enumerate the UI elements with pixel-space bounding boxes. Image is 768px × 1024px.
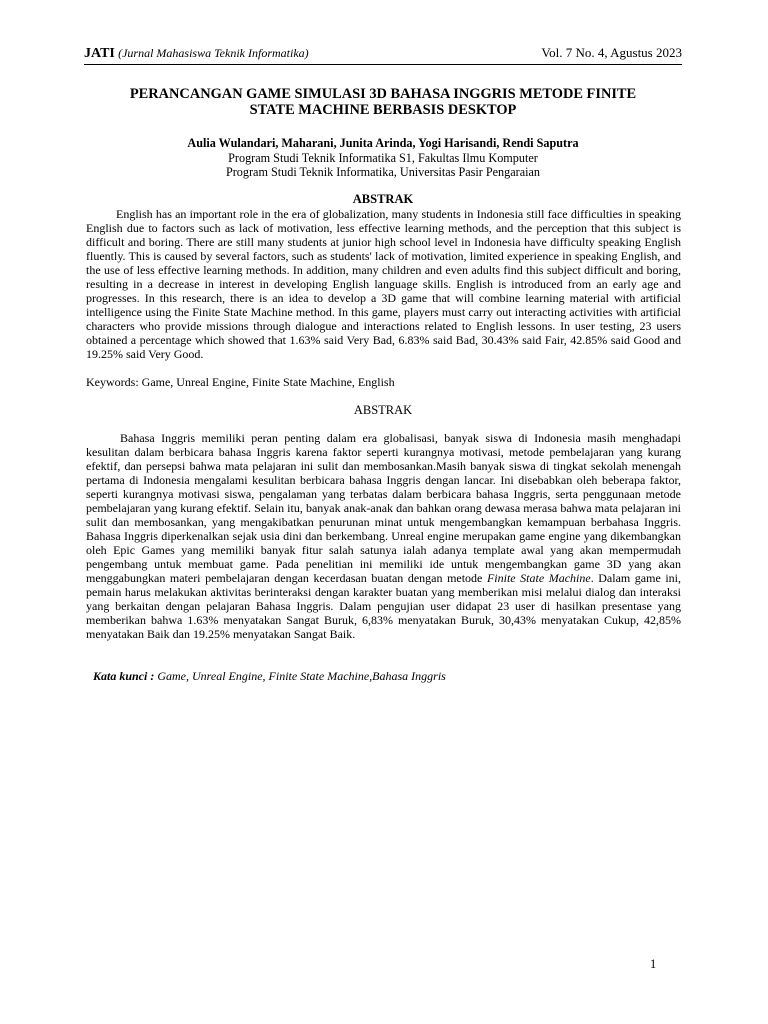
author-names: Aulia Wulandari, Maharani, Junita Arinda, Yogi Harisandi, Rendi Saputra [187, 136, 579, 150]
keywords-id [93, 669, 446, 684]
title-line-2: STATE MACHINE BERBASIS DESKTOP [249, 102, 517, 118]
running-header [84, 42, 682, 65]
method-name: Finite State Machine [486, 571, 591, 585]
journal-name: (Jurnal Mahasiswa Teknik Informatika) [118, 46, 309, 60]
title-line-1: PERANCANGAN GAME SIMULASI 3D BAHASA INGGRIS METODE FINITE [129, 86, 637, 102]
volume-info: Vol. 7 No. 4, Agustus 2023 [541, 45, 682, 60]
page-number: 1 [650, 957, 657, 971]
keywords-en: Keywords: Game, Unreal Engine, Finite State Machine, English [86, 375, 395, 389]
keywords-id-label: Kata kunci : [93, 669, 155, 683]
abstract-heading-en: ABSTRAK [352, 192, 414, 206]
affiliation-1: Program Studi Teknik Informatika S1, Fakultas Ilmu Komputer [228, 150, 538, 165]
abstract-heading-id: ABSTRAK [353, 403, 413, 417]
abstract-text-en: English has an important role in the era of globalization, many students in Indonesia still face difficulties in speaking English due to factors such as lack of motivation, less effective learning methods, and the perception that this subject is difficult and boring. There are still many students at junior high school level in Indonesia have difficulty speaking English fluently. This is caused by several factors, such as students' lack of motivation, limited experience in speaking English, and the use of less effective learning methods. In addition, many children and even adults find this subject difficult and boring, resulting in a decrease in interest in developing English language skills. English is introduced from an early age and progresses. In this research, there is an idea to develop a 3D game that will combine learning material with artificial intelligence using the Finite State Machine method. In this game, players must carry out interacting activities with artificial characters who provide missions through dialogue and interactions related to English lessons. In user testing, 23 users obtained a percentage which showed that 1.63% said Very Bad, 6.83% said Bad, 30.43% said Fair, 42.85% said Good and 19.25% said Very Good. [86, 207, 681, 361]
abstract-text-id [86, 431, 681, 641]
abstract-id-part-1: Bahasa Inggris memiliki peran penting dalam era globalisasi, banyak siswa di Indonesia masih menghadapi kesulitan dalam berbicara bahasa Inggris karena faktor seperti kurangnya motivasi, metode pembelajaran yang kurang efektif, dan persepsi bahwa mata pelajaran ini sulit dan membosankan.Masih banyak siswa di tingkat sekolah menengah pertama di Indonesia mengalami kesulitan berbicara bahasa Inggris dengan lancar. Ini disebabkan oleh beberapa faktor, seperti kurangnya motivasi siswa, pengalaman yang terbatas dalam berbicara bahasa Inggris, serta penggunaan metode pembelajaran yang kurang efektif. Selain itu, banyak anak-anak dan bahkan orang dewasa merasa bahwa mata pelajaran ini sulit dan membosankan, yang mengakibatkan penurunan minat untuk mengembangkan kemampuan berbahasa Inggris. Bahasa Inggris diperkenalkan sejak usia dini dan berkembang. Unreal engine merupakan game engine yang dikembangkan oleh Epic Games yang memiliki banyak fitur salah satunya ialah adanya template awal yang akan mempermudah pengembang untuk membuat game. Pada penelitian ini memiliki ide untuk mengembangkan game 3D yang akan menggabungkan materi pembelajaran dengan kecerdasan buatan dengan metode [86, 431, 681, 585]
paper-title [84, 86, 682, 118]
keywords-id-text: Game, Unreal Engine, Finite State Machine,Bahasa Inggris [154, 669, 446, 683]
journal-abbr: JATI [84, 46, 115, 61]
affiliation-2: Program Studi Teknik Informatika, Universitas Pasir Pengaraian [225, 165, 541, 179]
journal-title [84, 44, 309, 63]
abstract-id-part-2: . Dalam game ini, pemain harus melakukan aktivitas berinteraksi dengan karakter buatan yang memberikan misi melalui dialog dan interaksi yang berkaitan dengan pelajaran Bahasa Inggris. Dalam pengujian user didapat 23 user di hasilkan presentase yang memberikan bahwa 1.63% menyatakan Sangat Buruk, 6,83% menyatakan Buruk, 30,43% menyatakan Cukup, 42,85% menyatakan Baik dan 19.25% menyatakan Sangat Baik. [86, 571, 682, 641]
author-block [84, 136, 682, 180]
